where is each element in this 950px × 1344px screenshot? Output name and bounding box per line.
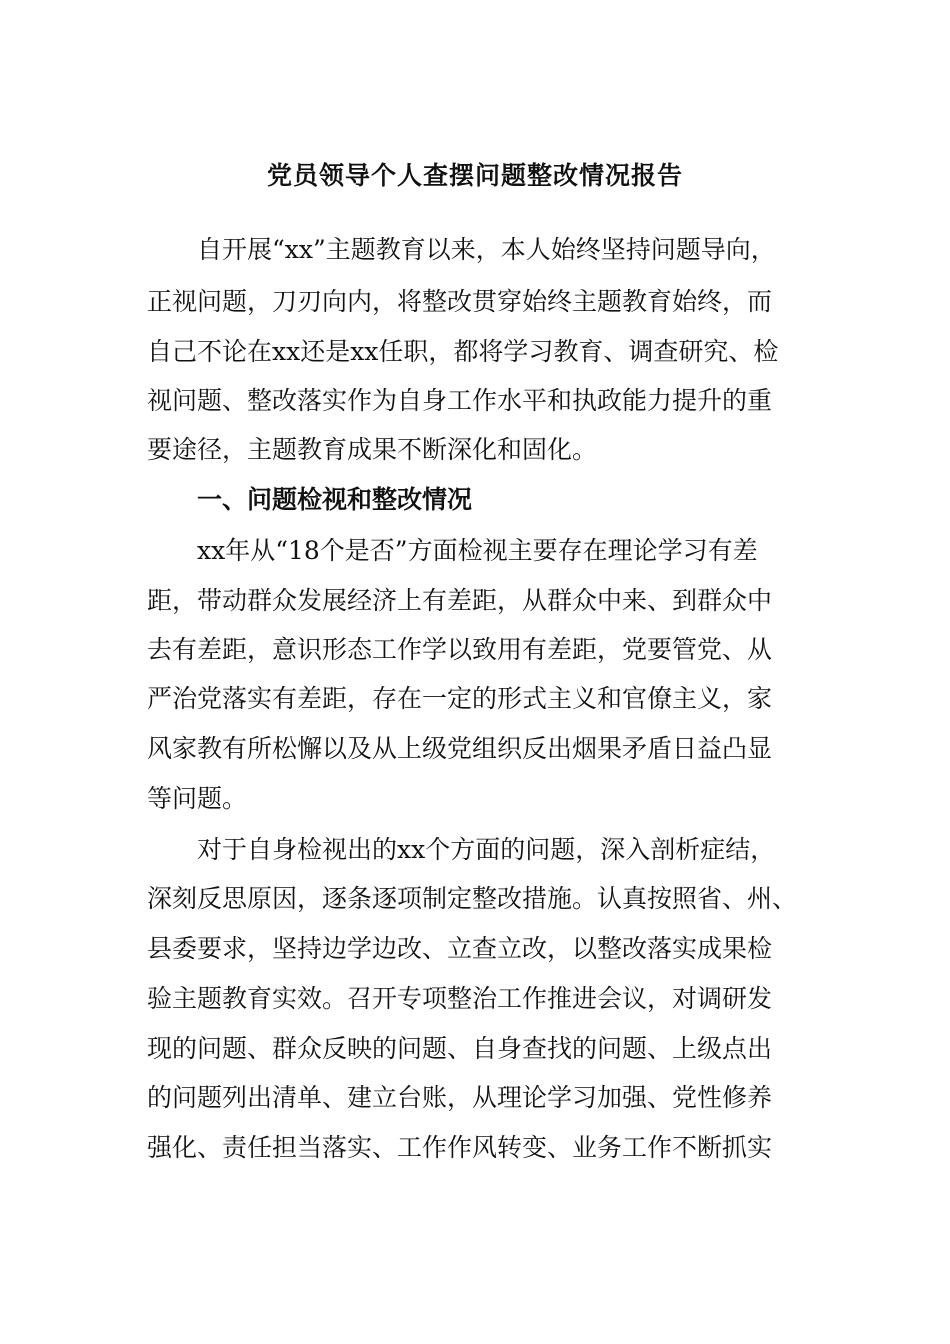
paragraph-line: 自开展“xx”主题教育以来，本人始终坚持问题导向， <box>197 235 776 264</box>
paragraph-line: 风家教有所松懈以及从上级党组织反出烟果矛盾日益凸显 <box>147 734 773 763</box>
paragraph-line: 县委要求，坚持边学边改、立查立改，以整改落实成果检 <box>147 934 773 963</box>
paragraph-line: 现的问题、群众反映的问题、自身查找的问题、上级点出 <box>147 1034 773 1063</box>
paragraph-line: 正视问题，刀刃向内，将整改贯穿始终主题教育始终，而 <box>147 287 773 316</box>
paragraph-line: 强化、责任担当落实、工作作风转变、业务工作不断抓实 <box>147 1133 773 1162</box>
paragraph-line: xx年从“18个是否”方面检视主要存在理论学习有差 <box>197 536 758 565</box>
paragraph-line: 去有差距，意识形态工作学以致用有差距，党要管党、从 <box>147 635 773 664</box>
paragraph-line: 的问题列出清单、建立台账，从理论学习加强、党性修养 <box>147 1083 773 1112</box>
section-heading: 一、问题检视和整改情况 <box>197 485 473 514</box>
document-title: 党员领导个人查摆问题整改情况报告 <box>266 161 683 190</box>
paragraph-line: 距，带动群众发展经济上有差距，从群众中来、到群众中 <box>147 586 773 615</box>
paragraph-line: 深刻反思原因，逐条逐项制定整改措施。认真按照省、州、 <box>147 884 798 913</box>
paragraph-line: 视问题、整改落实作为自身工作水平和执政能力提升的重 <box>147 386 773 415</box>
paragraph-line: 等问题。 <box>147 784 248 813</box>
paragraph-line: 严治党落实有差距，存在一定的形式主义和官僚主义，家 <box>147 684 773 713</box>
paragraph-line: 要途径，主题教育成果不断深化和固化。 <box>147 435 598 464</box>
paragraph-line: 对于自身检视出的xx个方面的问题，深入剖析症结， <box>197 835 776 864</box>
paragraph-line: 自己不论在xx还是xx任职，都将学习教育、调查研究、检 <box>147 337 779 366</box>
paragraph-line: 验主题教育实效。召开专项整治工作推进会议，对调研发 <box>147 984 773 1013</box>
